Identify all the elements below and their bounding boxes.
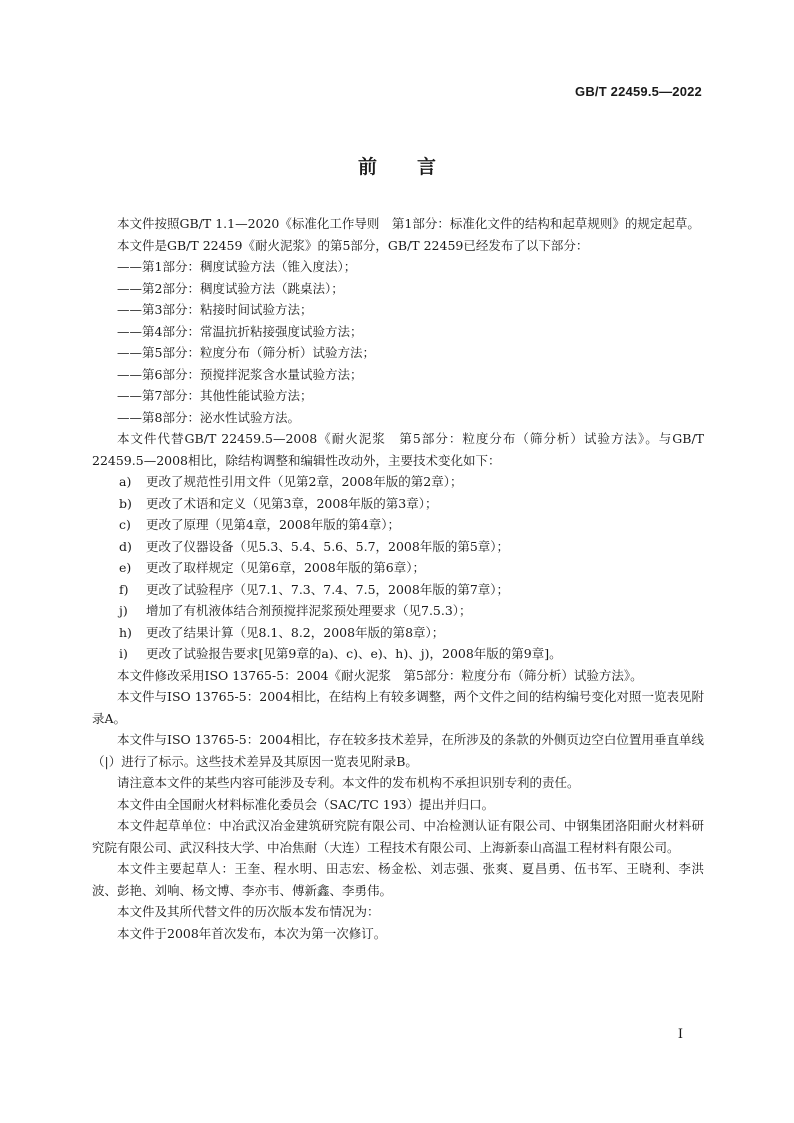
parts-list-item-8: ——第8部分：泌水性试验方法。 [117,409,300,425]
parts-list-item-2: ——第2部分：稠度试验方法（跳桌法）； [117,280,344,296]
change-item-e [92,557,704,579]
drafters-paragraph: 本文件主要起草人：王奎、程水明、田志宏、杨金松、刘志强、张爽、夏昌勇、伍书军、王晓利、李洪波、彭艳、刘响、杨文博、李亦韦、傅新鑫、李勇伟。 [92,861,704,898]
first-release-paragraph: 本文件于2008年首次发布，本次为第一次修订。 [117,925,387,941]
patent-notice-paragraph: 请注意本文件的某些内容可能涉及专利。本文件的发布机构不承担识别专利的责任。 [117,775,580,790]
change-item-text: 更改了取样规定（见第6章，2008年版的第6章）； [146,560,425,575]
parts-list-item-6: ——第6部分：预搅拌泥浆含水量试验方法； [117,366,363,382]
change-item-letter: h) [119,624,132,640]
page-number: I [677,1027,683,1042]
history-paragraph: 本文件及其所代替文件的历次版本发布情况为： [117,904,380,919]
change-item-letter: d) [119,538,132,554]
parts-list-item-3: ——第3部分：粘接时间试验方法； [117,302,313,317]
standard-number: GB/T 22459.5—2022 [575,84,702,99]
parts-list-item-1: ——第1部分：稠度试验方法（锥入度法）； [117,259,357,274]
intro-paragraph-parts: 本文件是GB/T 22459《耐火泥浆》的第5部分，GB/T 22459已经发布了以下部分： [117,237,589,253]
intro-paragraph-drafting: 本文件按照GB/T 1.1—2020《标准化工作导则 第1部分：标准化文件的结构和起草规则》的规定起草。 [117,216,700,231]
change-item-letter: c) [119,517,131,532]
change-item-text: 更改了试验程序（见7.1、7.3、7.4、7.5，2008年版的第7章）； [146,581,510,597]
change-item-letter: f) [119,581,129,597]
change-item-text: 更改了结果计算（见8.1、8.2，2008年版的第8章）； [146,624,445,640]
change-item-a [92,471,704,493]
parts-list-item-4: ——第4部分：常温抗折粘接强度试验方法； [117,323,363,339]
drafting-units-paragraph: 本文件起草单位：中冶武汉冶金建筑研究院有限公司、中冶检测认证有限公司、中钢集团洛阳耐火材料研究院有限公司、武汉科技大学、中冶焦耐（大连）工程技术有限公司、上海新泰山高温工程材料有限公司。 [92,818,704,855]
change-item-letter: i) [119,646,128,661]
structure-difference-paragraph: 本文件与ISO 13765-5：2004相比，在结构上有较多调整，两个文件之间的结构编号变化对照一览表见附录A。 [92,689,704,726]
change-item-text: 更改了仪器设备（见5.3、5.4、5.6、5.7，2008年版的第5章）； [146,538,510,554]
parts-list-item-7: ——第7部分：其他性能试验方法； [117,388,313,403]
change-item-text: 增加了有机液体结合剂预搅拌泥浆预处理要求（见7.5.3）； [146,603,472,618]
proposer-paragraph: 本文件由全国耐火材料标准化委员会（SAC/TC 193）提出并归口。 [117,796,495,812]
change-item-h [92,622,704,644]
change-item-letter: j) [119,603,128,618]
foreword-body [92,213,704,944]
change-item-b [92,493,704,515]
change-item-i [92,643,704,665]
change-item-letter: b) [119,495,132,511]
replace-paragraph: 本文件代替GB/T 22459.5—2008《耐火泥浆 第5部分：粒度分布（筛分析）试验方法》。与GB/T 22459.5—2008相比，除结构调整和编辑性改动外，主要技术变化如下： [92,431,704,468]
change-item-j [92,600,704,622]
change-item-text: 更改了术语和定义（见第3章，2008年版的第3章）； [146,495,438,511]
changes-list [92,471,704,665]
change-item-f [92,579,704,601]
change-item-c [92,514,704,536]
parts-list [92,256,704,428]
change-item-text: 更改了试验报告要求[见第9章的a)、c)、e)、h)、j)，2008年版的第9章]。 [146,646,562,661]
change-item-d [92,536,704,558]
change-item-letter: e) [119,560,132,575]
modify-adoption-paragraph: 本文件修改采用ISO 13765-5：2004《耐火泥浆 第5部分：粒度分布（筛分析）试验方法》。 [117,667,643,683]
parts-list-item-5: ——第5部分：粒度分布（筛分析）试验方法； [117,345,375,360]
technical-difference-paragraph: 本文件与ISO 13765-5：2004相比，存在较多技术差异，在所涉及的条款的外侧页边空白位置用垂直单线（|）进行了标示。这些技术差异及其原因一览表见附录B。 [92,732,704,769]
page-title: 前言 [357,156,476,178]
change-item-text: 更改了原理（见第4章，2008年版的第4章）； [146,517,400,532]
change-item-letter: a) [119,474,132,489]
change-item-text: 更改了规范性引用文件（见第2章，2008年版的第2章）； [146,474,463,489]
